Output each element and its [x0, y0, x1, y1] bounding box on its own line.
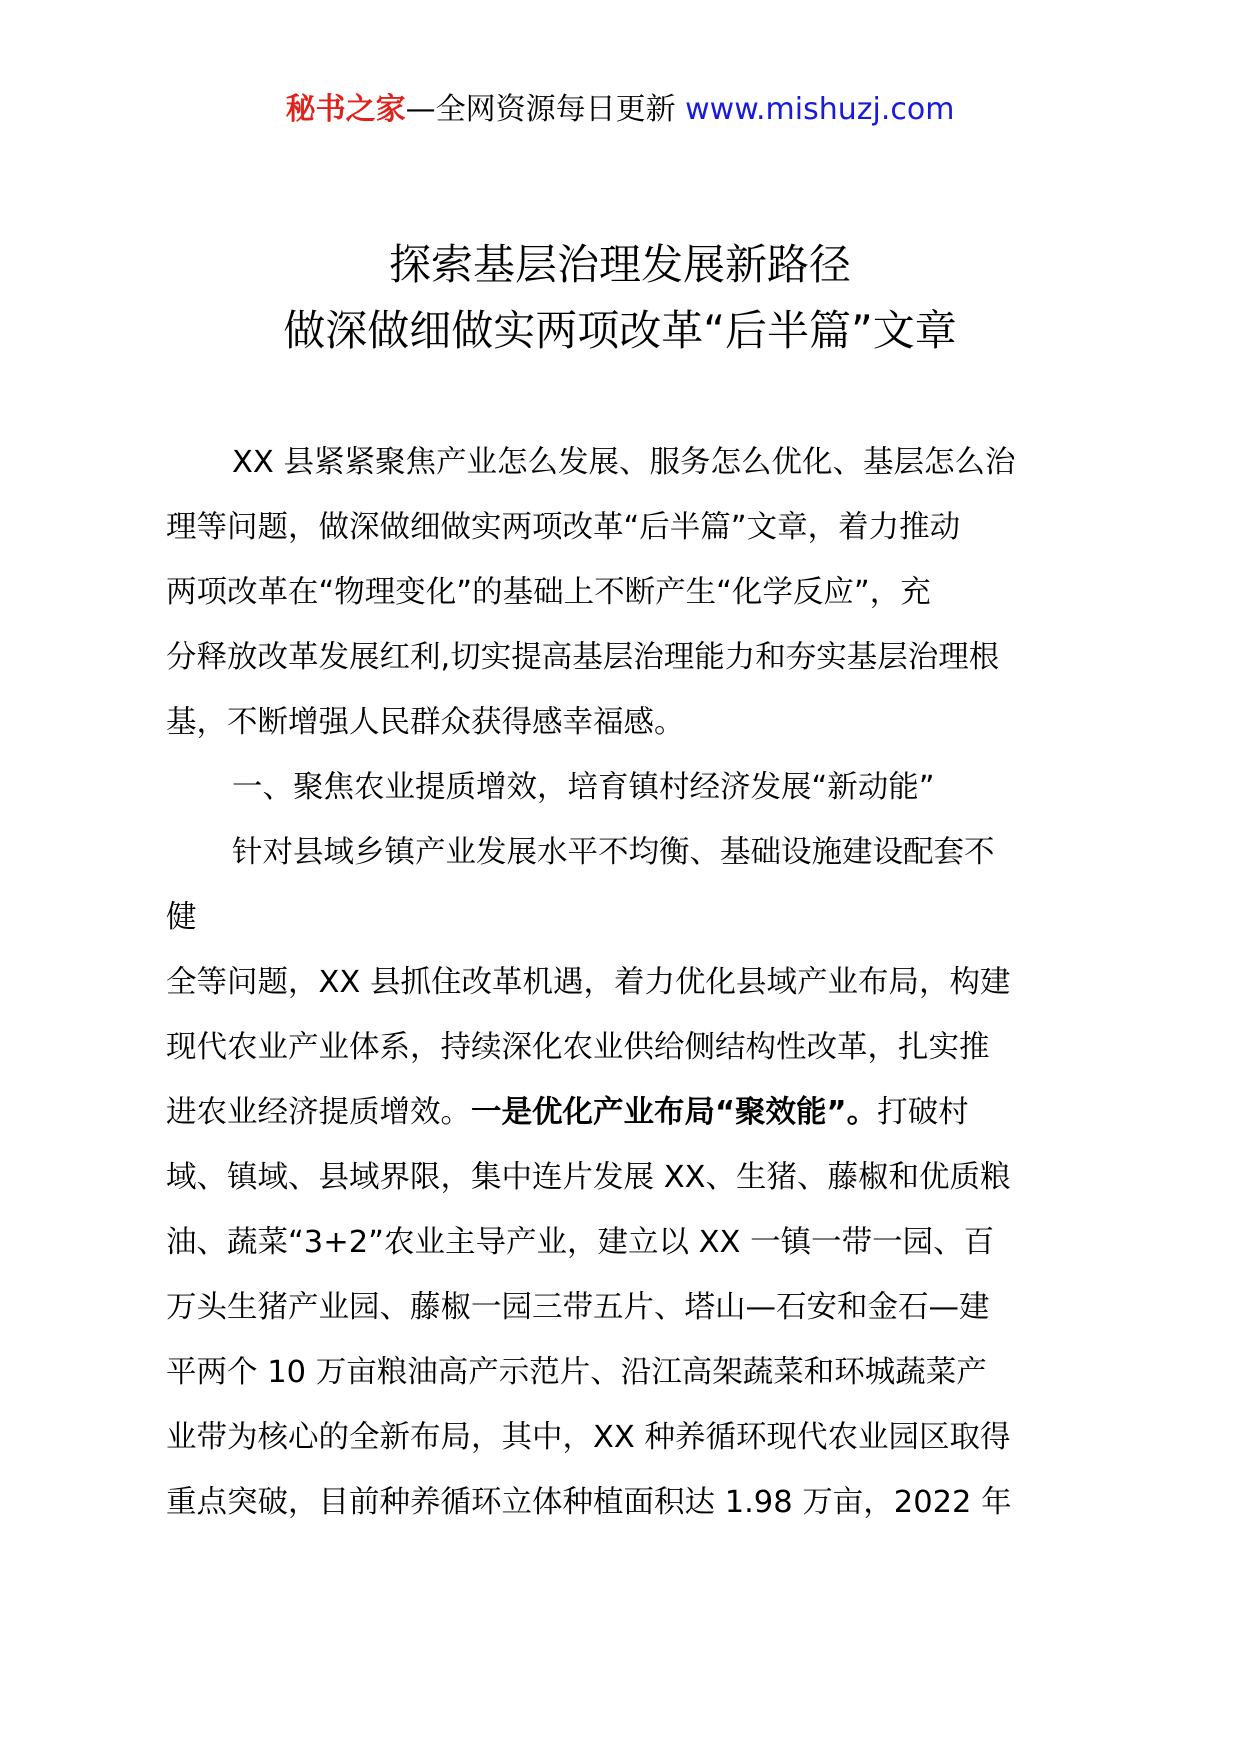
- body-line: 全等问题，XX 县抓住改革机遇，着力优化县域产业布局，构建: [166, 965, 1011, 1000]
- body-line: 重点突破，目前种养循环立体种植面积达 1.98 万亩，2022 年: [166, 1485, 1012, 1520]
- site-tagline: —全网资源每日更新: [405, 92, 686, 127]
- body-line: 平两个 10 万亩粮油高产示范片、沿江高架蔬菜和环城蔬菜产: [166, 1355, 987, 1390]
- body-line: 针对县域乡镇产业发展水平不均衡、基础设施建设配套不: [232, 835, 995, 870]
- body-line: 万头生猪产业园、藤椒一园三带五片、塔山—石安和金石—建: [166, 1290, 990, 1325]
- body-line: 两项改革在“物理变化”的基础上不断产生“化学反应”，充: [166, 575, 931, 610]
- document-title: [0, 232, 1240, 364]
- body-line: 分释放改革发展红利,切实提高基层治理能力和夯实基层治理根: [166, 640, 1000, 675]
- title-line-2: 做深做细做实两项改革“后半篇”文章: [283, 306, 957, 355]
- section-heading: 一、聚焦农业提质增效，培育镇村经济发展“新动能”: [232, 770, 935, 805]
- body-line-mixed: [166, 1080, 1086, 1145]
- body-text-run: 打破村: [877, 1095, 969, 1130]
- document-body: [166, 430, 1086, 1535]
- title-line-1: 探索基层治理发展新路径: [388, 240, 851, 289]
- body-line: 理等问题，做深做细做实两项改革“后半篇”文章，着力推动: [166, 510, 961, 545]
- body-line: 健: [166, 900, 197, 935]
- body-line: 基，不断增强人民群众获得感幸福感。: [166, 705, 685, 740]
- site-header: [0, 88, 1240, 132]
- body-line: 业带为核心的全新布局，其中，XX 种养循环现代农业园区取得: [166, 1420, 1011, 1455]
- site-url-link[interactable]: www.mishuzj.com: [685, 92, 955, 127]
- body-line: 域、镇域、县域界限，集中连片发展 XX、生猪、藤椒和优质粮: [166, 1160, 1011, 1195]
- bold-subheading: 一是优化产业布局“聚效能”。: [471, 1095, 878, 1130]
- body-line: 现代农业产业体系，持续深化农业供给侧结构性改革，扎实推: [166, 1030, 990, 1065]
- body-text-run: 进农业经济提质增效。: [166, 1095, 471, 1130]
- site-brand: 秘书之家: [285, 92, 406, 127]
- body-line: 油、蔬菜“3+2”农业主导产业，建立以 XX 一镇一带一园、百: [166, 1225, 995, 1260]
- body-line: XX 县紧紧聚焦产业怎么发展、服务怎么优化、基层怎么治: [232, 445, 1016, 480]
